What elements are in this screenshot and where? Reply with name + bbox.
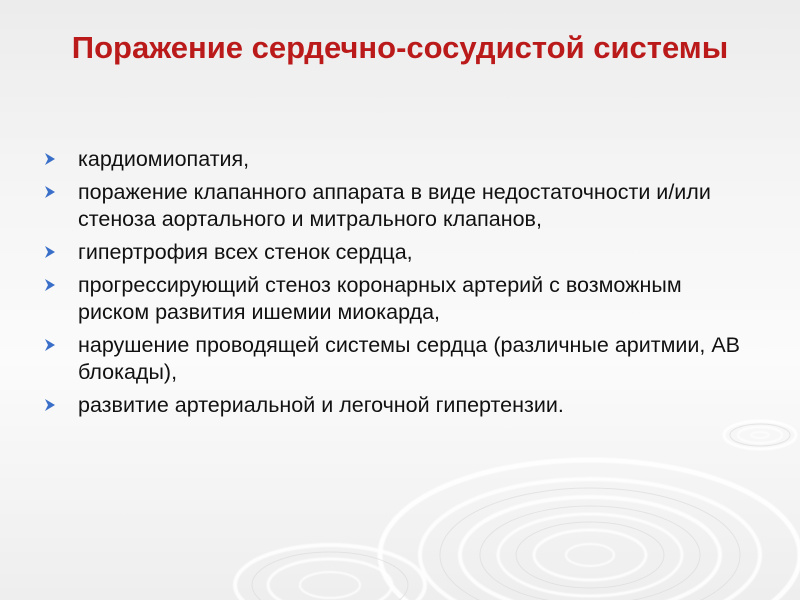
list-item [44,332,744,386]
arrow-bullet-icon [44,398,56,412]
list-item-text: поражение клапанного аппарата в виде недостаточности и/или стеноза аортального и митрального клапанов, [78,180,711,231]
list-item [44,239,744,266]
list-item-text: гипертрофия всех стенок сердца, [78,240,413,264]
list-item-text: кардиомиопатия, [78,147,250,171]
list-item [44,146,744,173]
arrow-bullet-icon [44,338,56,352]
arrow-bullet-icon [44,185,56,199]
arrow-bullet-icon [44,278,56,292]
arrow-bullet-icon [44,152,56,166]
list-item-text: развитие артериальной и легочной гипертензии. [78,393,564,417]
bullet-list [44,146,744,425]
list-item [44,179,744,233]
arrow-bullet-icon [44,245,56,259]
list-item [44,392,744,419]
list-item-text: прогрессирующий стеноз коронарных артерий с возможным риском развития ишемии миокарда, [78,273,682,324]
list-item [44,272,744,326]
slide-title: Поражение сердечно-сосудистой системы [71,30,729,65]
list-item-text: нарушение проводящей системы сердца (различные аритмии, АВ блокады), [78,333,741,384]
